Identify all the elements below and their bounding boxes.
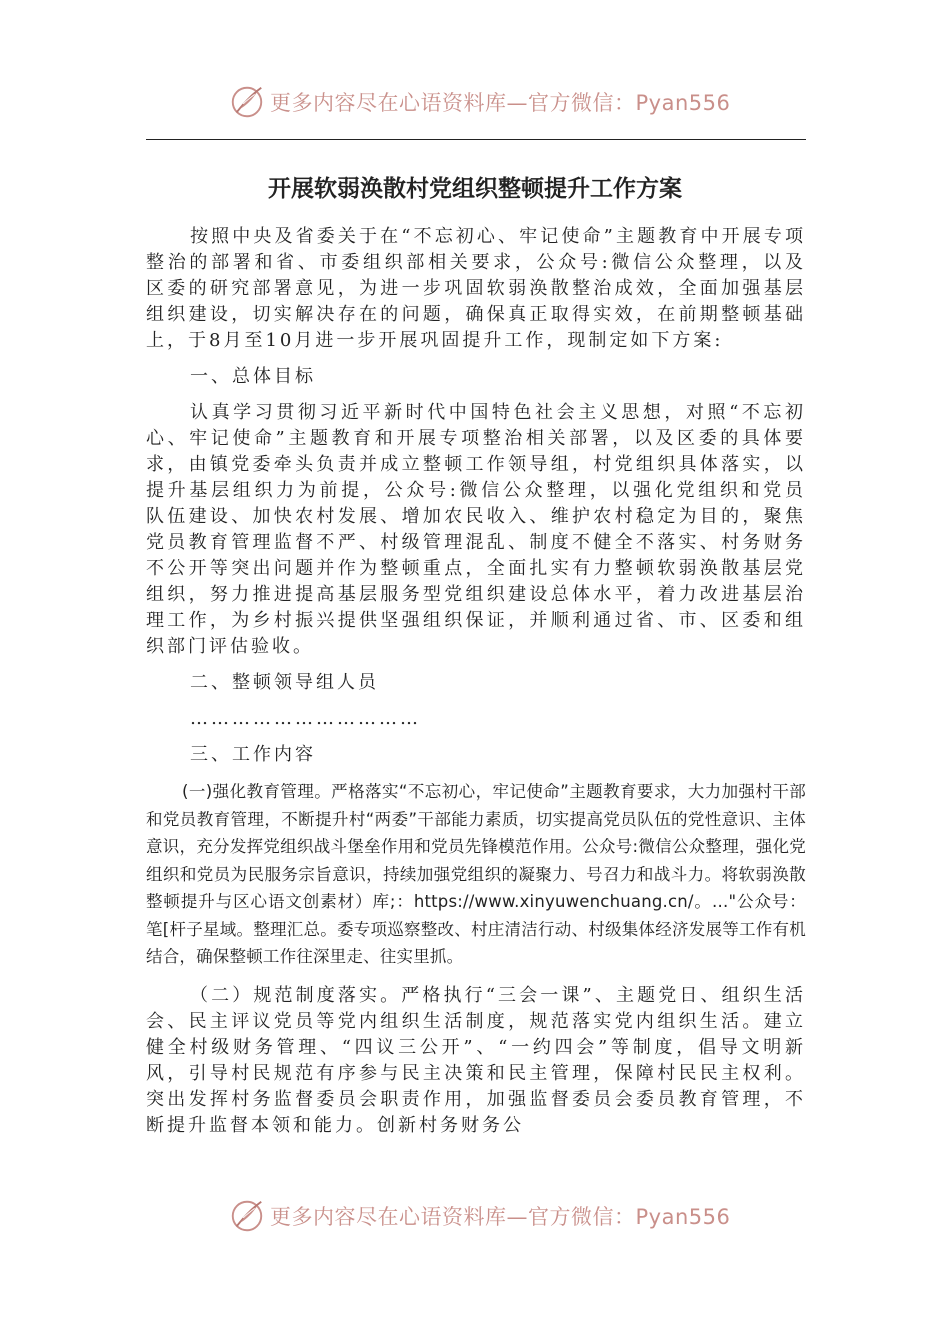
document-body bbox=[146, 224, 806, 1139]
work-item-education: (一)强化教育管理。严格落实“不忘初心，牢记使命”主题教育要求，大力加强村干部和党员教育管理，不断提升村“两委”干部能力素质，切实提高党员队伍的党性意识、主体意识，充分发挥党组织战斗堡垒作用和党员先锋模范作用。公众号:微信公众整理，强化党组织和党员为民服务宗旨意识，持续加强党组织的凝聚力、号召力和战斗力。将软弱涣散整顿提升与区心语文创素材）库;：https://www.xinyuwenchuang.cn/。…"公众号：笔[杆子星域。整理汇总。委专项巡察整改、村庄清洁行动、村级集体经济发展等工作有机结合，确保整顿工作往深里走、往实里抓。 bbox=[146, 782, 806, 966]
goals-paragraph: 认真学习贯彻习近平新时代中国特色社会主义思想，对照“不忘初心、牢记使命”主题教育和开展专项整治相关部署，以及区委的具体要求，由镇党委牵头负责并成立整顿工作领导组，村党组织具体落实，以提升基层组织力为前提，公众号:微信公众整理，以强化党组织和党员队伍建设、加快农村发展、增加农民收入、维护农村稳定为目的，聚焦党员教育管理监督不严、村级管理混乱、制度不健全不落实、村务财务不公开等突出问题并作为整顿重点，全面扎实有力整顿软弱涣散基层党组织，努力推进提高基层服务型党组织建设总体水平，着力改进基层治理工作，为乡村振兴提供坚强组织保证，并顺利通过省、市、区委和组织部门评估验收。 bbox=[146, 402, 806, 657]
section-heading-goals: 一、总体目标 bbox=[190, 366, 316, 387]
header-divider bbox=[146, 139, 806, 140]
page-title: 开展软弱涣散村党组织整顿提升工作方案 bbox=[268, 176, 682, 202]
section-heading-work: 三、工作内容 bbox=[190, 744, 316, 765]
quill-pen-icon bbox=[228, 83, 266, 121]
section-heading-leadership: 二、整顿领导组人员 bbox=[190, 672, 379, 693]
footer-banner bbox=[0, 1196, 950, 1236]
quill-pen-icon bbox=[228, 1197, 266, 1235]
banner-text: 更多内容尽在心语资料库—官方微信：Pyan556 bbox=[270, 91, 731, 115]
work-item-system: （二）规范制度落实。严格执行“三会一课”、主题党日、组织生活会、民主评议党员等党内组织生活制度，规范落实党内组织生活。建立健全村级财务管理、“四议三公开”、“一约四会”等制度，倡导文明新风，引导村民规范有序参与民主决策和民主管理，保障村民民主权利。突出发挥村务监督委员会职责作用，加强监督委员会委员教育管理，不断提升监督本领和能力。创新村务财务公 bbox=[146, 984, 806, 1136]
leadership-placeholder: …………………………… bbox=[190, 708, 421, 729]
banner-text: 更多内容尽在心语资料库—官方微信：Pyan556 bbox=[270, 1205, 731, 1229]
header-banner bbox=[0, 82, 950, 122]
intro-paragraph: 按照中央及省委关于在“不忘初心、牢记使命”主题教育中开展专项整治的部署和省、市委组织部相关要求，公众号:微信公众整理，以及区委的研究部署意见，为进一步巩固软弱涣散整治成效，全面加强基层组织建设，切实解决存在的问题，确保真正取得实效，在前期整顿基础上，于8月至10月进一步开展巩固提升工作，现制定如下方案: bbox=[146, 226, 806, 351]
